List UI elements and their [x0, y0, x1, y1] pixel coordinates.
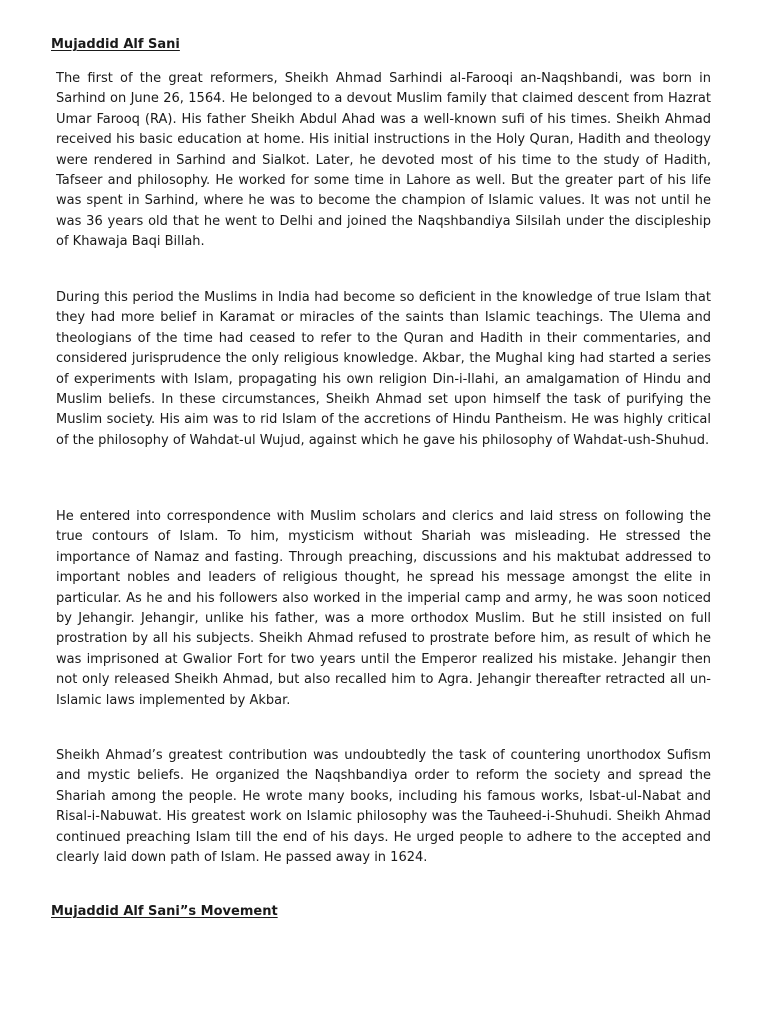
- page-title: Mujaddid Alf Sani: [51, 37, 180, 52]
- paragraph-3: He entered into correspondence with Muslim scholars and clerics and laid stress on following the true contours of Islam. To him, mysticism without Shariah was misleading. He stressed the importance of Namaz and fasting. Through preaching, discussions and his maktubat addressed to important nobles and leaders of religious thought, he spread his message amongst the elite in particular. As he and his followers also worked in the imperial camp and army, he was soon noticed by Jehangir. Jehangir, unlike his father, was a more orthodox Muslim. But he still insisted on full prostration by all his subjects. Sheikh Ahmad refused to prostrate before him, as result of which he was imprisoned at Gwalior Fort for two years until the Emperor realized his mistake. Jehangir then not only released Sheikh Ahmad, but also recalled him to Agra. Jehangir thereafter retracted all un-Islamic laws implemented by Akbar.: [56, 509, 711, 708]
- section-heading: Mujaddid Alf Sani”s Movement: [51, 904, 278, 919]
- paragraph-4: Sheikh Ahmad’s greatest contribution was undoubtedly the task of countering unorthodox Sufism and mystic beliefs. He organized the Naqshbandiya order to reform the society and spread the Shariah among the people. He wrote many books, including his famous works, Isbat-ul-Nabat and Risal-i-Nabuwat. His greatest work on Islamic philosophy was the Tauheed-i-Shuhudi. Sheikh Ahmad continued preaching Islam till the end of his days. He urged people to adhere to the accepted and clearly laid down path of Islam. He passed away in 1624.: [56, 748, 711, 866]
- paragraph-2: During this period the Muslims in India had become so deficient in the knowledge of true Islam that they had more belief in Karamat or miracles of the saints than Islamic teachings. The Ulema and theologians of the time had ceased to refer to the Quran and Hadith in their commentaries, and considered jurisprudence the only religious knowledge. Akbar, the Mughal king had started a series of experiments with Islam, propagating his own religion Din-i-Ilahi, an amalgamation of Hindu and Muslim beliefs. In these circumstances, Sheikh Ahmad set upon himself the task of purifying the Muslim society. His aim was to rid Islam of the accretions of Hindu Pantheism. He was highly critical of the philosophy of Wahdat-ul Wujud, against which he gave his philosophy of Wahdat-ush-Shuhud.: [56, 290, 711, 448]
- paragraph-1: The first of the great reformers, Sheikh Ahmad Sarhindi al-Farooqi an-Naqshbandi, was born in Sarhind on June 26, 1564. He belonged to a devout Muslim family that claimed descent from Hazrat Umar Farooq (RA). His father Sheikh Abdul Ahad was a well-known sufi of his times. Sheikh Ahmad received his basic education at home. His initial instructions in the Holy Quran, Hadith and theology were rendered in Sarhind and Sialkot. Later, he devoted most of his time to the study of Hadith, Tafseer and philosophy. He worked for some time in Lahore as well. But the greater part of his life was spent in Sarhind, where he was to become the champion of Islamic values. It was not until he was 36 years old that he went to Delhi and joined the Naqshbandiya Silsilah under the discipleship of Khawaja Baqi Billah.: [56, 71, 711, 250]
